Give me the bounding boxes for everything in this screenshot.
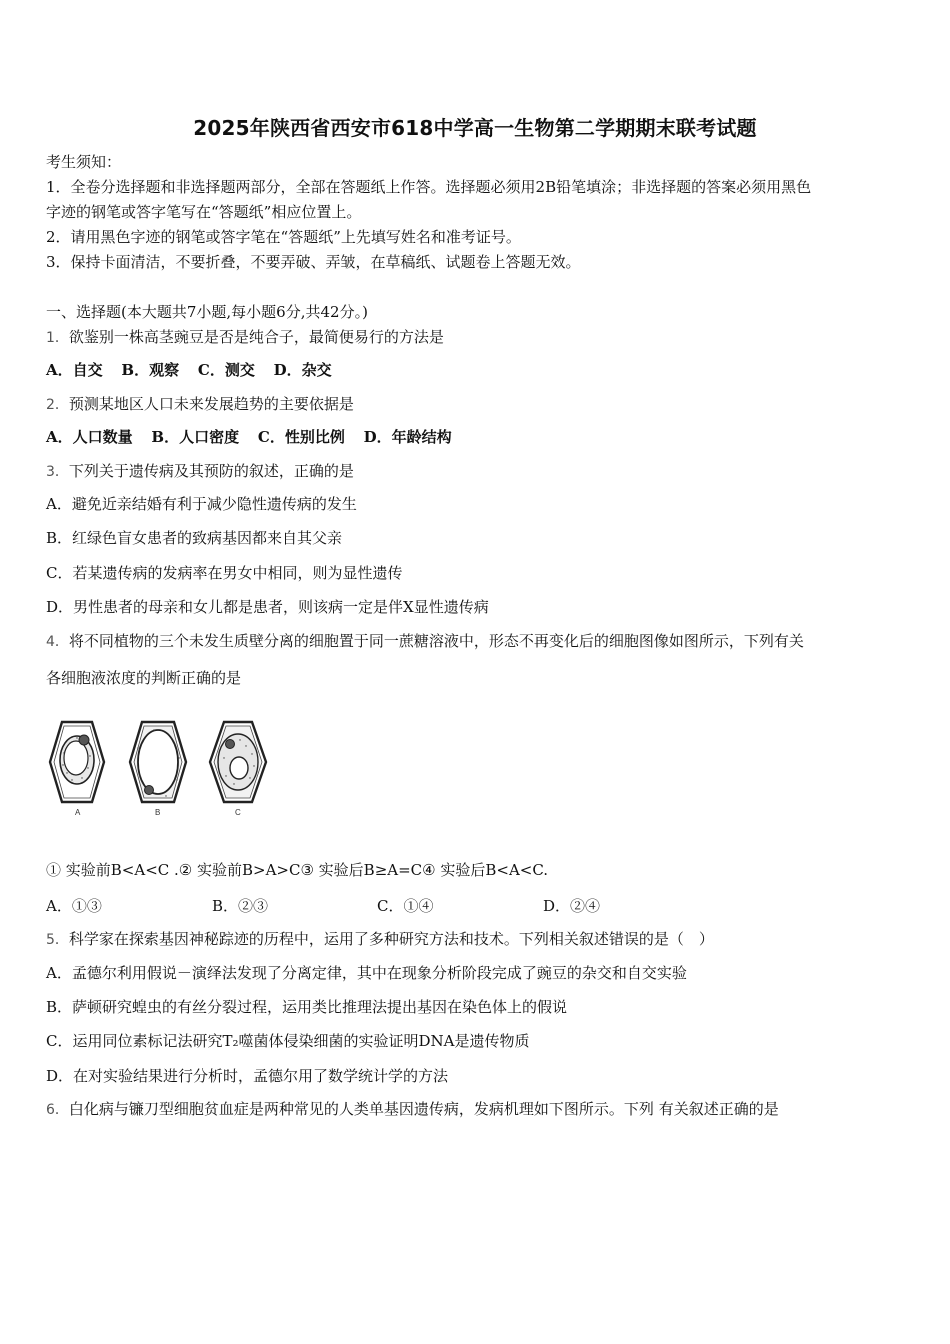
option-b: B．红绿色盲女患者的致病基因都来自其父亲 bbox=[46, 529, 343, 547]
question-1-options bbox=[46, 360, 332, 380]
question-2-options bbox=[46, 427, 452, 447]
notice-item: 3．保持卡面清洁，不要折叠，不要弄破、弄皱，在草稿纸、试题卷上答题无效。 bbox=[46, 253, 581, 271]
cell-c-diagram bbox=[210, 722, 266, 817]
option-b: B．②③ bbox=[212, 897, 269, 915]
question-3-stem bbox=[46, 461, 354, 482]
question-2-stem bbox=[46, 394, 354, 415]
question-5-stem bbox=[46, 929, 714, 950]
notice-item: 2．请用黑色字迹的钢笔或答字笔在“答题纸”上先填写姓名和准考证号。 bbox=[46, 228, 521, 246]
figure-label-c: C bbox=[235, 808, 241, 817]
question-4-statements: ① 实验前B<A<C .② 实验前B>A>C③ 实验后B≥A=C④ 实验后B<A<C. bbox=[46, 861, 549, 879]
question-text: 下列关于遗传病及其预防的叙述，正确的是 bbox=[68, 462, 354, 480]
page-title: 2025年陕西省西安市618中学高一生物第二学期期末联考试题 bbox=[193, 116, 757, 140]
option-d: D．年龄结构 bbox=[363, 428, 452, 446]
section-heading: 一、选择题(本大题共7小题,每小题6分,共42分。) bbox=[46, 303, 368, 321]
question-1-stem bbox=[46, 327, 444, 348]
option-d: D．杂交 bbox=[273, 361, 332, 379]
figure-label-b: B bbox=[155, 808, 161, 817]
question-4-stem-continued: 各细胞液浓度的判断正确的是 bbox=[46, 669, 242, 687]
question-text: 预测某地区人口未来发展趋势的主要依据是 bbox=[68, 395, 354, 413]
question-number: 2． bbox=[46, 397, 69, 413]
question-number: 1． bbox=[46, 330, 69, 346]
notice-label: 考生须知： bbox=[46, 153, 122, 171]
question-4-stem bbox=[46, 631, 804, 652]
cell-b-diagram bbox=[130, 722, 186, 817]
option-b: B．观察 bbox=[121, 361, 180, 379]
option-b: B．人口密度 bbox=[151, 428, 240, 446]
cell-a-diagram bbox=[50, 722, 104, 817]
notice-item: 1．全卷分选择题和非选择题两部分，全部在答题纸上作答。选择题必须用2B铅笔填涂；非选择题的答案必须用黑色 bbox=[46, 178, 812, 196]
option-a: A．①③ bbox=[46, 897, 102, 915]
figure-label-a: A bbox=[75, 808, 81, 817]
question-text: 科学家在探索基因神秘踪迹的历程中，运用了多种研究方法和技术。下列相关叙述错误的是（ ） bbox=[68, 930, 714, 948]
option-a: A．孟德尔利用假说－演绎法发现了分离定律，其中在现象分析阶段完成了豌豆的杂交和自交实验 bbox=[46, 964, 687, 982]
option-a: A．自交 bbox=[46, 361, 103, 379]
question-number: 5． bbox=[46, 932, 69, 948]
option-d: D．在对实验结果进行分析时，孟德尔用了数学统计学的方法 bbox=[46, 1067, 449, 1085]
question-number: 6． bbox=[46, 1102, 69, 1118]
option-c: C．测交 bbox=[197, 361, 255, 379]
question-6-stem bbox=[46, 1099, 779, 1120]
notice-item: 字迹的钢笔或答字笔写在“答题纸”相应位置上。 bbox=[46, 203, 362, 221]
option-d: D．男性患者的母亲和女儿都是患者，则该病一定是伴X显性遗传病 bbox=[46, 598, 489, 616]
question-number: 4． bbox=[46, 634, 69, 650]
option-c: C．①④ bbox=[377, 897, 434, 915]
option-d: D．②④ bbox=[543, 897, 601, 915]
option-a: A．人口数量 bbox=[46, 428, 133, 446]
plant-cell-figure bbox=[44, 718, 276, 818]
option-b: B．萨顿研究蝗虫的有丝分裂过程，运用类比推理法提出基因在染色体上的假说 bbox=[46, 998, 568, 1016]
question-text: 欲鉴别一株高茎豌豆是否是纯合子，最简便易行的方法是 bbox=[68, 328, 444, 346]
option-c: C．若某遗传病的发病率在男女中相同，则为显性遗传 bbox=[46, 564, 403, 582]
option-a: A．避免近亲结婚有利于减少隐性遗传病的发生 bbox=[46, 495, 357, 513]
question-text: 白化病与镰刀型细胞贫血症是两种常见的人类单基因遗传病，发病机理如下图所示。下列 有关叙述正确的是 bbox=[68, 1100, 779, 1118]
option-c: C．运用同位素标记法研究T₂噬菌体侵染细菌的实验证明DNA是遗传物质 bbox=[46, 1032, 530, 1050]
question-text: 将不同植物的三个未发生质壁分离的细胞置于同一蔗糖溶液中，形态不再变化后的细胞图像如图所示，下列有关 bbox=[68, 632, 804, 650]
question-number: 3． bbox=[46, 464, 69, 480]
option-c: C．性别比例 bbox=[257, 428, 345, 446]
